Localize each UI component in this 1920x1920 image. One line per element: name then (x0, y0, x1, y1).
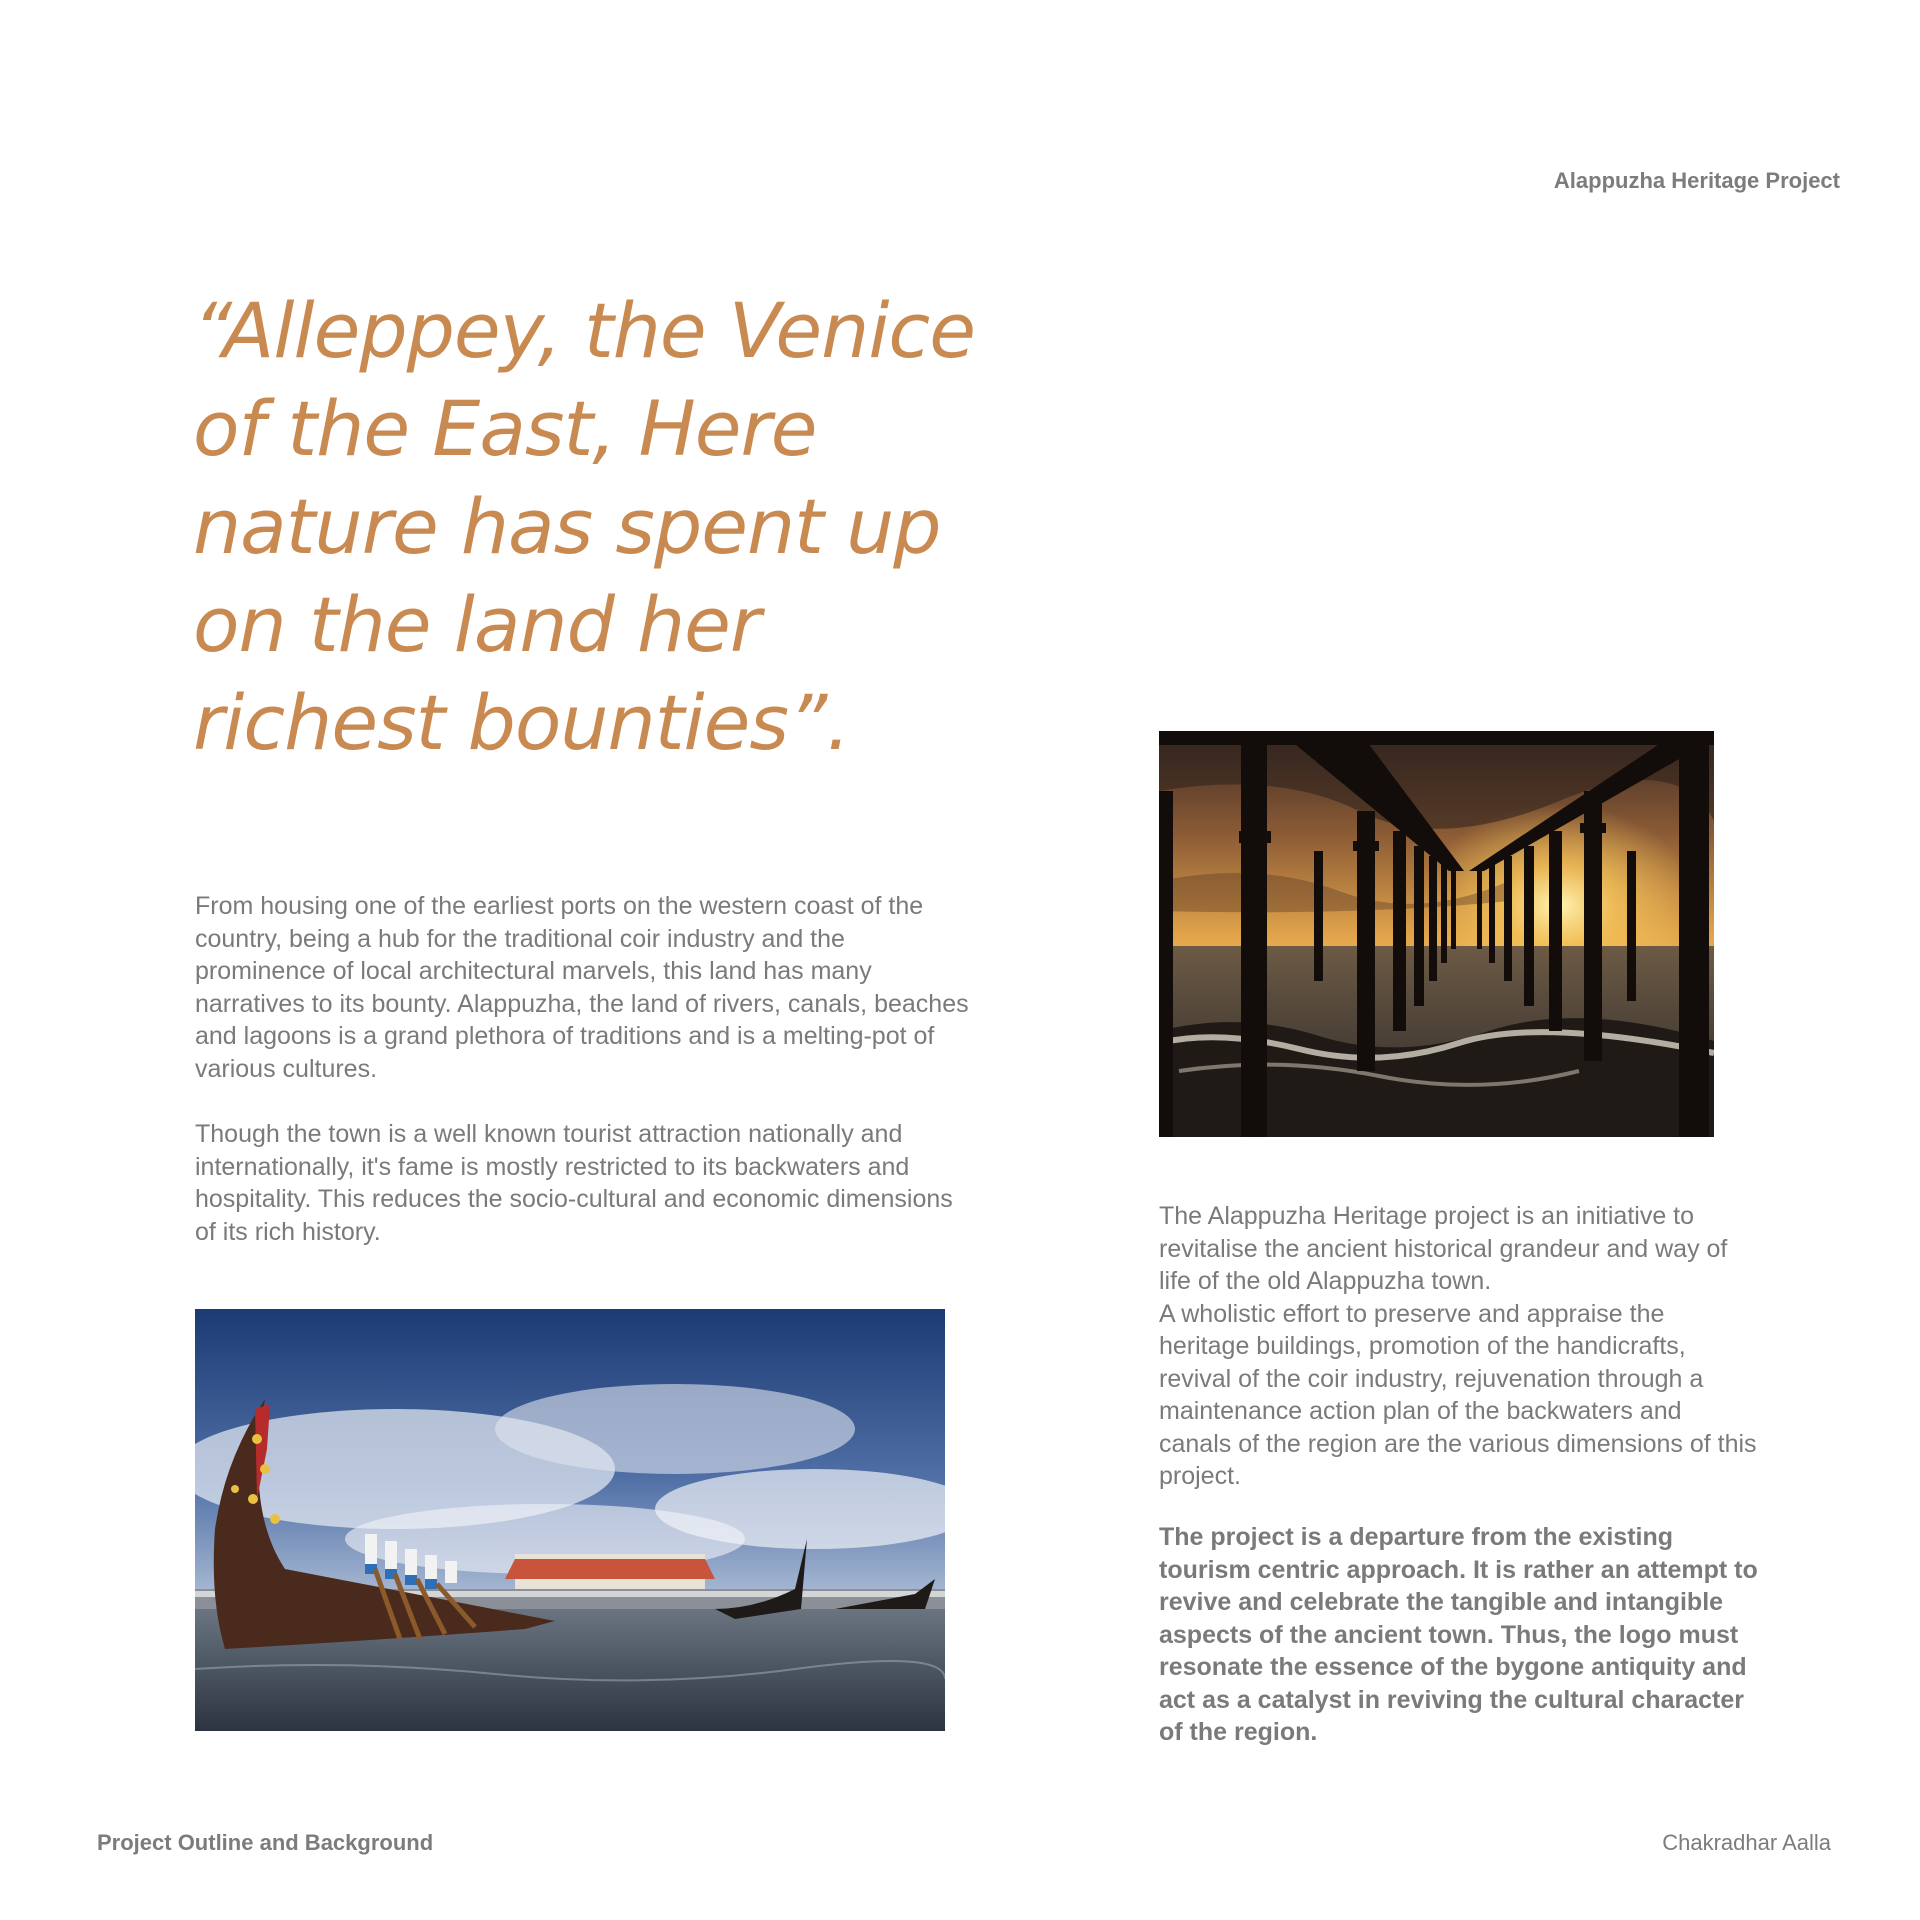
tourism-paragraph: Though the town is a well known tourist attraction nationally and internationally, it's fame is mostly restricted to its backwaters and hospitality. This reduces the socio-cultural and economic dimensions of its rich history. (195, 1120, 953, 1246)
snake-boat-race-photo (195, 1309, 945, 1731)
pier-sunset-photo (1159, 731, 1714, 1137)
footer-section-title: Project Outline and Background (97, 1830, 434, 1855)
initiative-paragraph: The Alappuzha Heritage project is an initiative to revitalise the ancient historical grandeur and way of life of the old Alappuzha town. A wholistic effort to preserve and appraise the heritage buildings, promotion of the handicrafts, revival of the coir industry, rejuvenation through a maintenance action plan of the backwaters and canals of the region are the various dimensions of this project. (1159, 1202, 1757, 1490)
page-header-title: Alappuzha Heritage Project (1553, 168, 1840, 193)
approach-paragraph: The project is a departure from the existing tourism centric approach. It is rather an attempt to revive and celebrate the tangible and intangible aspects of the ancient town. Thus, the logo must resonate the essence of the bygone antiquity and act as a catalyst in reviving the cultural character of the region. (1159, 1523, 1758, 1746)
intro-paragraph: From housing one of the earliest ports on the western coast of the country, being a hub for the traditional coir industry and the prominence of local architectural marvels, this land has many narratives to its bounty. Alappuzha, the land of rivers, canals, beaches and lagoons is a grand plethora of traditions and is a melting-pot of various cultures. (195, 892, 969, 1083)
footer-author: Chakradhar Aalla (1662, 1830, 1831, 1855)
pull-quote: “Alleppey, the Venice of the East, Here nature has spent up on the land her richest bounties”. (193, 286, 975, 767)
